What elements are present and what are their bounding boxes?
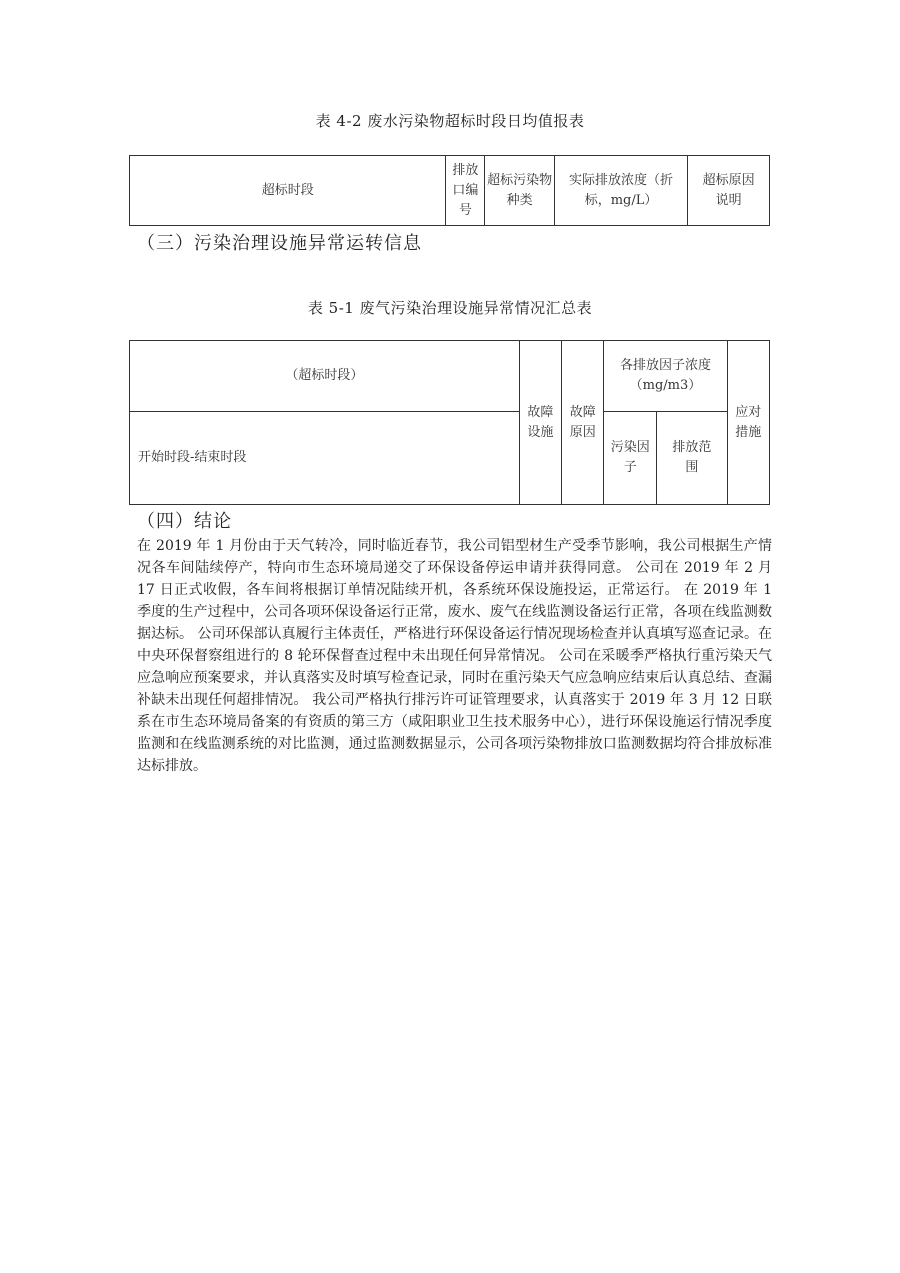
- header-pollutant-type: 超标污染物种类: [485, 156, 554, 226]
- header-period: 超标时段: [130, 156, 446, 226]
- table-4-2: [129, 155, 770, 226]
- header-concentration: 实际排放浓度（折标，mg/L）: [554, 156, 687, 226]
- header-pollutant-factor: 污染因子: [604, 412, 657, 505]
- header-concentration-group: 各排放因子浓度（mg/m3）: [604, 341, 727, 412]
- conclusion-paragraph: 在 2019 年 1 月份由于天气转冷，同时临近春节，我公司铝型材生产受季节影响，我公司根据生产情况各车间陆续停产，特向市生态环境局递交了环保设备停运申请并获得同意。 公司在 2019 年 2 月 17 日正式收假，各车间将根据订单情况陆续开机，各系统环保设施投运，正常运行。 在 2019 年 1 季度的生产过程中，公司各项环保设备运行正常，废水、废气在线监测设备运行正常，各项在线监测数据达标。 公司环保部认真履行主体责任，严格进行环保设备运行情况现场检查并认真填写巡查记录。在中央环保督察组进行的 8 轮环保督查过程中未出现任何异常情况。 公司在采暖季严格执行重污染天气应急响应预案要求，并认真落实及时填写检查记录，同时在重污染天气应急响应结束后认真总结、查漏补缺未出现任何超排情况。 我公司严格执行排污许可证管理要求，认真落实于 2019 年 3 月 12 日联系在市生态环境局备案的有资质的第三方（咸阳职业卫生技术服务中心），进行环保设施运行情况季度监测和在线监测系统的对比监测，通过监测数据显示，公司各项污染物排放口监测数据均符合排放标准达标排放。: [137, 538, 772, 774]
- header-fault-reason: 故障原因: [562, 341, 604, 505]
- table-row-period: 开始时段-结束时段: [130, 412, 520, 505]
- section-3-heading: （三）污染治理设施异常运转信息: [137, 233, 422, 254]
- table-5-1-caption: 表 5-1 废气污染治理设施异常情况汇总表: [307, 299, 593, 317]
- table-4-2-caption: 表 4-2 废水污染物超标时段日均值报表: [315, 112, 585, 130]
- table-5-1: [129, 340, 770, 505]
- header-reason: 超标原因说明: [688, 156, 770, 226]
- header-period: （超标时段）: [130, 341, 520, 412]
- header-outlet-no: 排放口编号: [446, 156, 485, 226]
- header-emission-range: 排放范围: [657, 412, 727, 505]
- header-faulty-facility: 故障设施: [519, 341, 561, 505]
- header-countermeasure: 应对措施: [727, 341, 769, 505]
- section-4-heading: （四）结论: [137, 511, 232, 532]
